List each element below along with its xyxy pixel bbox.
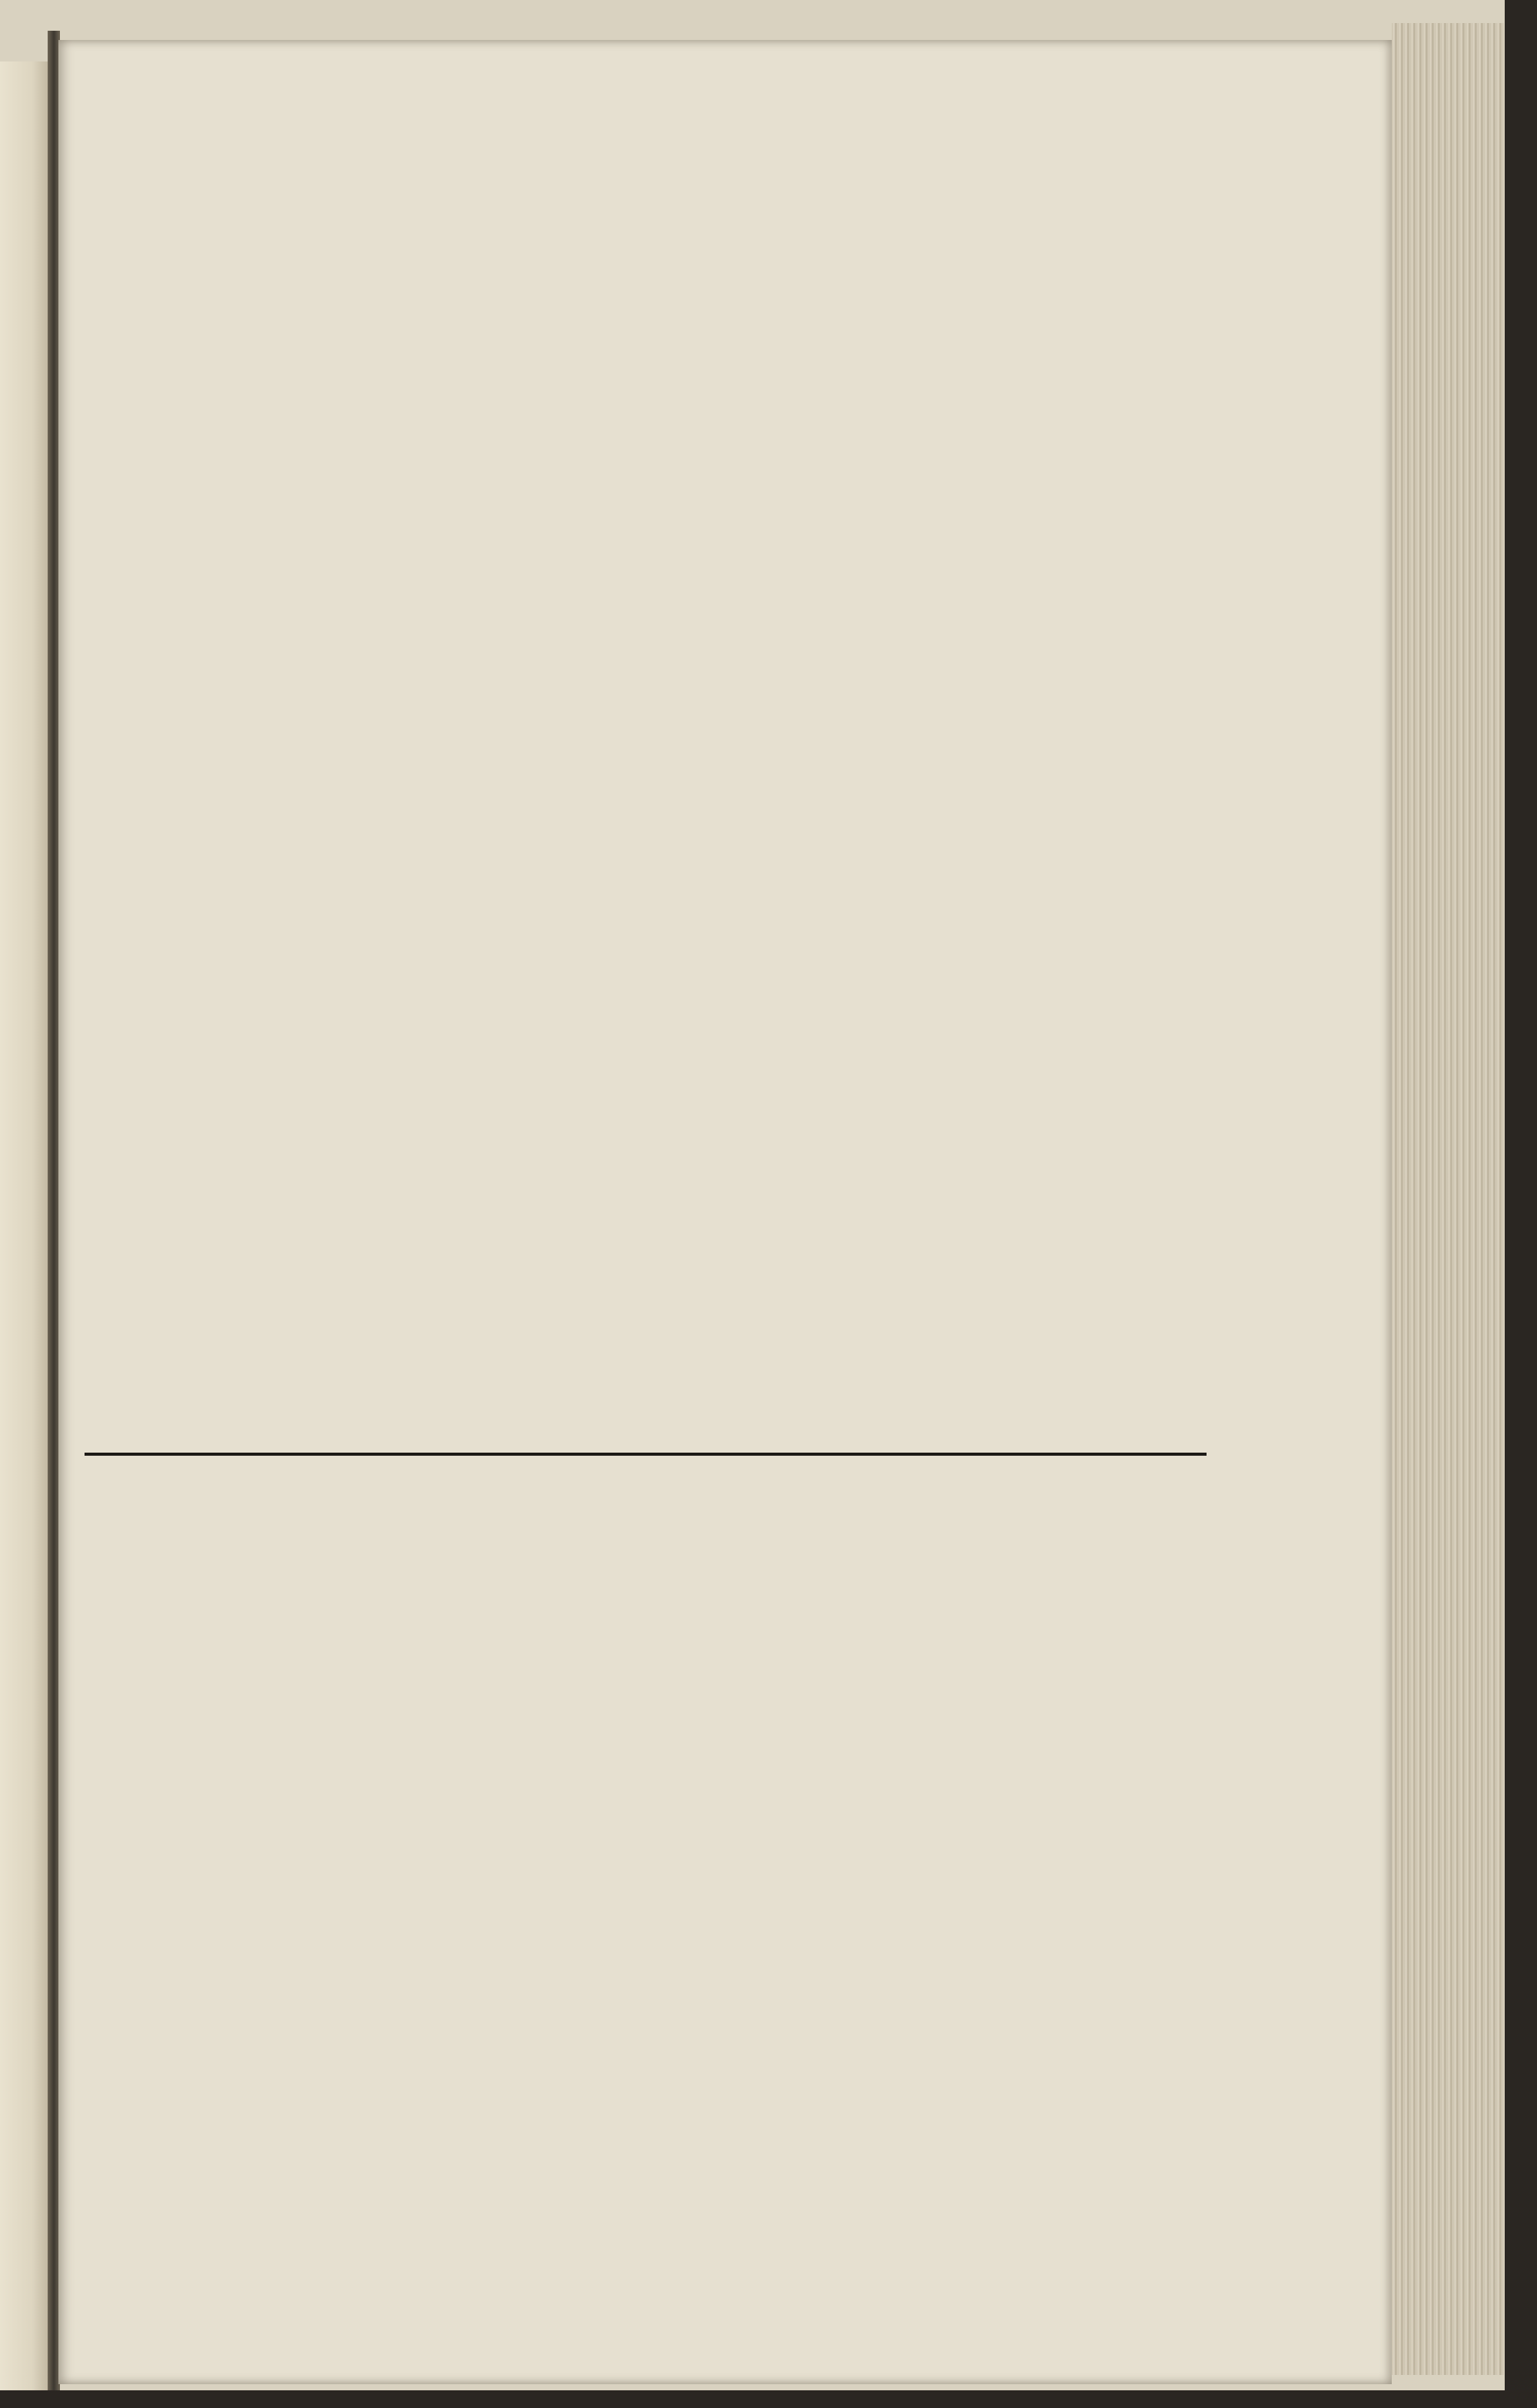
biur-line xyxy=(85,2304,1210,2337)
aramaic-line xyxy=(88,787,799,855)
biur-line xyxy=(85,1691,1210,1723)
aramaic-line xyxy=(88,314,799,381)
yiddish-line xyxy=(826,1038,1149,1078)
biur-line xyxy=(85,2143,1210,2175)
yiddish-line xyxy=(826,638,1149,678)
biur-line xyxy=(85,1529,1210,1562)
biur-line xyxy=(85,1949,1210,1981)
rashi-commentary xyxy=(85,1251,1210,1463)
yiddish-line xyxy=(826,838,1149,878)
aramaic-line xyxy=(88,922,799,990)
yiddish-line xyxy=(826,558,1149,598)
biur-line xyxy=(85,1981,1210,2014)
rashi-line xyxy=(85,1428,1210,1463)
rashi-line xyxy=(85,1393,1210,1428)
yiddish-translation-column xyxy=(826,238,1149,1158)
biur-line xyxy=(85,1626,1210,1659)
biur-line xyxy=(85,1594,1210,1626)
yiddish-line xyxy=(826,918,1149,958)
biur-line xyxy=(85,1820,1210,1852)
biur-line xyxy=(85,1723,1210,1755)
biur-line xyxy=(85,2014,1210,2046)
aramaic-line xyxy=(88,246,799,314)
aramaic-text-column xyxy=(88,246,799,1058)
aramaic-line xyxy=(88,584,799,652)
biur-commentary xyxy=(85,1529,1210,2337)
translation-continuation xyxy=(88,1088,1153,1207)
biur-line xyxy=(85,1562,1210,1594)
yiddish-line xyxy=(826,478,1149,518)
aramaic-line xyxy=(88,381,799,449)
biur-line xyxy=(85,1788,1210,1820)
biur-line xyxy=(85,1885,1210,1917)
yiddish-line xyxy=(826,678,1149,718)
rashi-line xyxy=(85,1251,1210,1287)
rashi-line xyxy=(85,1322,1210,1357)
yiddish-line xyxy=(826,278,1149,318)
section-divider xyxy=(85,1453,1207,1456)
yiddish-line xyxy=(826,438,1149,478)
rashi-line xyxy=(85,1287,1210,1322)
biur-line xyxy=(85,2046,1210,2078)
biur-line xyxy=(85,2207,1210,2240)
yiddish-line xyxy=(88,1128,1153,1167)
yiddish-line xyxy=(826,798,1149,838)
biur-line xyxy=(85,2111,1210,2143)
yiddish-line xyxy=(826,998,1149,1038)
biur-line xyxy=(85,1852,1210,1885)
yiddish-line xyxy=(826,758,1149,798)
aramaic-line xyxy=(88,719,799,787)
yiddish-line xyxy=(88,1167,1153,1207)
yiddish-line xyxy=(826,718,1149,758)
biur-line xyxy=(85,1917,1210,1949)
yiddish-line xyxy=(826,398,1149,438)
yiddish-line xyxy=(826,318,1149,358)
biur-line xyxy=(85,2240,1210,2272)
book-header xyxy=(192,178,622,232)
biur-line xyxy=(85,2078,1210,2111)
yiddish-line xyxy=(826,878,1149,918)
yiddish-line xyxy=(826,598,1149,638)
biur-line xyxy=(85,2272,1210,2304)
biur-line xyxy=(85,1659,1210,1691)
biur-title xyxy=(538,1476,738,1519)
aramaic-line xyxy=(88,652,799,719)
biur-line xyxy=(85,1755,1210,1788)
aramaic-line xyxy=(88,855,799,922)
page-fore-edge xyxy=(1392,23,1507,2375)
yiddish-line xyxy=(826,958,1149,998)
biur-line xyxy=(85,2175,1210,2207)
rashi-line xyxy=(85,1357,1210,1393)
scan-bottom-edge xyxy=(0,2390,1537,2408)
yiddish-line xyxy=(88,1088,1153,1128)
aramaic-line xyxy=(88,516,799,584)
yiddish-line xyxy=(826,238,1149,278)
yiddish-line xyxy=(826,358,1149,398)
translation-header xyxy=(830,173,1199,219)
yiddish-line xyxy=(826,518,1149,558)
aramaic-line xyxy=(88,990,799,1058)
aramaic-line xyxy=(88,449,799,516)
binding-board xyxy=(1505,0,1537,2408)
rashi-title xyxy=(461,1208,707,1247)
